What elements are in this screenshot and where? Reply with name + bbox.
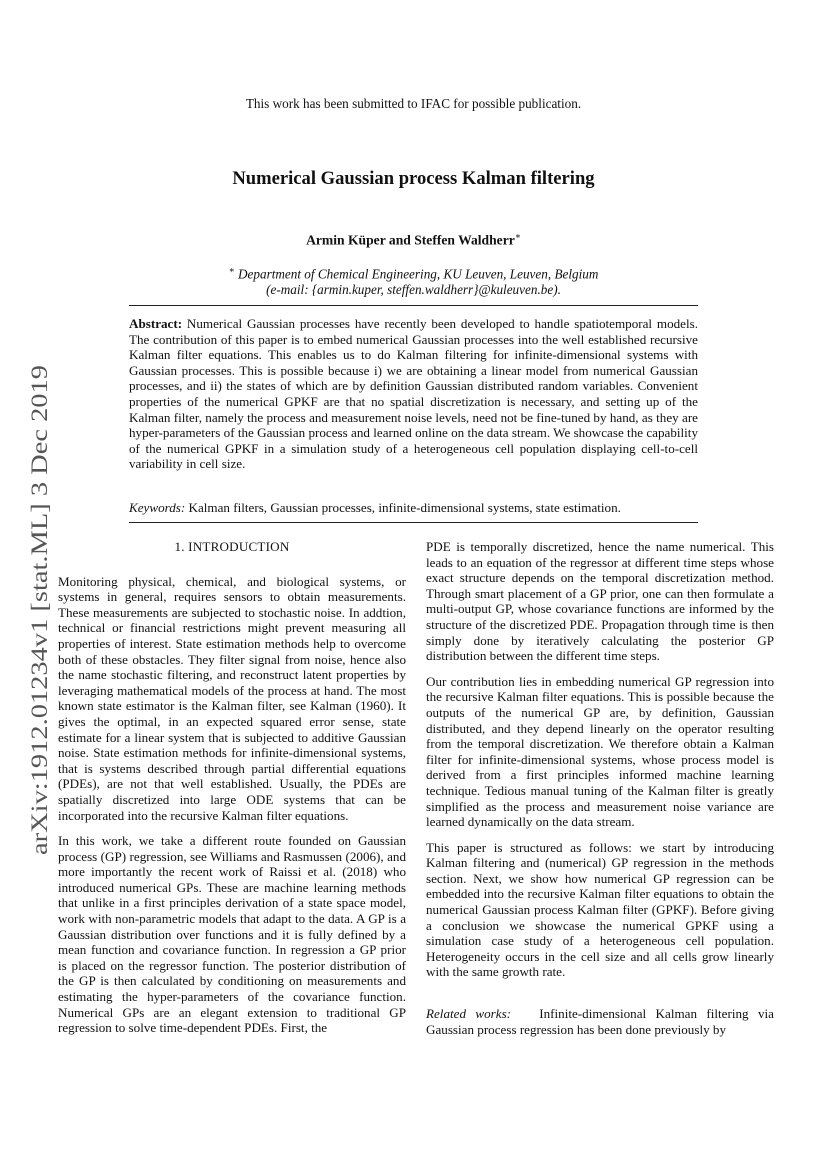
related-works-paragraph xyxy=(426,1006,774,1037)
affiliation xyxy=(0,262,827,298)
author-names: Armin Küper and Steffen Waldherr xyxy=(306,232,515,248)
arxiv-sidebar xyxy=(16,360,56,860)
intro-paragraph-4: Our contribution lies in embedding numerical GP regression into the recursive Kalman filter equations. This is possible because the outputs of the numerical GP are, by definition, Gaussian distributed, and they depend linearly on the operator resulting from the temporal discretization. We therefore obtain a Kalman filter for infinite-dimensional systems, whose process model is derived from a first principles informed machine learning technique. Tedious manual tuning of the Kalman filter is greatly simplified as the process and measurement noise variance are learned dynamically on the data stream. xyxy=(426,673,774,830)
author-affiliation-mark: ∗ xyxy=(514,231,521,241)
intro-paragraph-5: This paper is structured as follows: we start by introducing Kalman filtering and (numerical) GP regression in the methods section. Next, we show how numerical GP regression can be embedded into the recursive Kalman filter equations to obtain the numerical Gaussian process Kalman filter (GPKF). Before giving a conclusion we showcase the numerical GPKF using a simulation case study of a heterogeneous cell population. Heterogeneity occurs in the cell size and all cells grow linearly with the same growth rate. xyxy=(426,839,774,980)
abstract-label: Abstract: xyxy=(129,316,183,331)
affiliation-email: (e-mail: {armin.kuper, steffen.waldherr}@kuleuven.be). xyxy=(266,282,561,298)
keywords-text: Kalman filters, Gaussian processes, infinite-dimensional systems, state estimation. xyxy=(188,500,621,515)
keywords-bottom-rule xyxy=(129,522,698,523)
intro-paragraph-3: PDE is temporally discretized, hence the name numerical. This leads to an equation of the regressor at different time steps whose exact structure depends on the temporal discretization method. Through smart placement of a GP prior, one can then formulate a multi-output GP, whose covariance functions are informed by the structure of the discretized PDE. Propagation through time is then simply done by iteratively calculating the posterior GP distribution between the different time steps. xyxy=(426,539,774,664)
intro-paragraph-2: In this work, we take a different route founded on Gaussian process (GP) regression, see Williams and Rasmussen (2006), and more importantly the recent work of Raissi et al. (2018) who introduced numerical GPs. These are machine learning methods that unlike in a first principles derivation of a state space model, work with non-parametric models that adapt to the data. A GP is a Gaussian distribution over functions and it is fully defined by a mean function and covariance function. In regression a GP prior is placed on the regressor function. The posterior distribution of the GP is then calculated by conditioning on measurements and estimating the hyper-parameters of the covariance function. Numerical GPs are an elegant extension to traditional GP regression to solve time-dependent PDEs. First, the xyxy=(58,833,406,1036)
paper-authors xyxy=(0,231,827,249)
keywords xyxy=(129,500,698,516)
left-column xyxy=(58,539,406,1046)
abstract xyxy=(129,316,698,472)
section-heading-introduction: 1. INTRODUCTION xyxy=(174,539,290,554)
intro-paragraph-1: Monitoring physical, chemical, and biological systems, or systems in general, requires sensors to obtain measurements. These measurements are subjected to stochastic noise. In addtion, technical or financial restrictions might prevent measuring all properties of interest. State estimation methods help to overcome both of these obstacles. They filter signal from noise, hence also the name stochastic filtering, and reconstruct latent properties by leveraging mathematical models of the process at hand. The most known state estimator is the Kalman filter, see Kalman (1960). It gives the optimal, in an expected squared error sense, state estimate for a linear system that is subjected to additive Gaussian noise. State estimation methods for infinite-dimensional systems, that is systems described through partial differential equations (PDEs), are not that well established. Usually, the PDEs are spatially discretized into large ODE systems that can be incorporated into the recursive Kalman filter equations. xyxy=(58,573,406,823)
submission-notice: This work has been submitted to IFAC for possible publication. xyxy=(245,96,582,111)
arxiv-identifier: arXiv:1912.01234v1 [stat.ML] 3 Dec 2019 xyxy=(27,458,52,855)
paper-title: Numerical Gaussian process Kalman filtering xyxy=(232,168,595,189)
right-column xyxy=(426,539,774,1047)
related-works-label: Related works: xyxy=(426,1006,512,1022)
affiliation-mark: ∗ xyxy=(228,265,235,275)
abstract-top-rule xyxy=(129,305,698,306)
related-works-text: Infinite-dimensional Kalman filtering via Gaussian process regression has been done previously by xyxy=(426,1006,774,1037)
keywords-label: Keywords: xyxy=(129,500,186,515)
affiliation-line1: Department of Chemical Engineering, KU Leuven, Leuven, Belgium xyxy=(238,266,599,282)
abstract-text: Numerical Gaussian processes have recently been developed to handle spatiotemporal models. The contribution of this paper is to embed numerical Gaussian processes into the well established recursive Kalman filter equations. This enables us to do Kalman filtering for infinite-dimensional systems with Gaussian processes. This is possible because i) we are obtaining a linear model from numerical Gaussian processes, and ii) the states of which are by definition Gaussian distributed random variables. Convenient properties of the numerical GPKF are that no spatial discretization is necessary, and setting up of the Kalman filter, namely the process and measurement noise levels, need not be fine-tuned by hand, as they are hyper-parameters of the Gaussian process and learned online on the data stream. We showcase the capability of the numerical GPKF in a simulation study of a heterogeneous cell population displaying cell-to-cell variability in cell size. xyxy=(129,316,698,472)
